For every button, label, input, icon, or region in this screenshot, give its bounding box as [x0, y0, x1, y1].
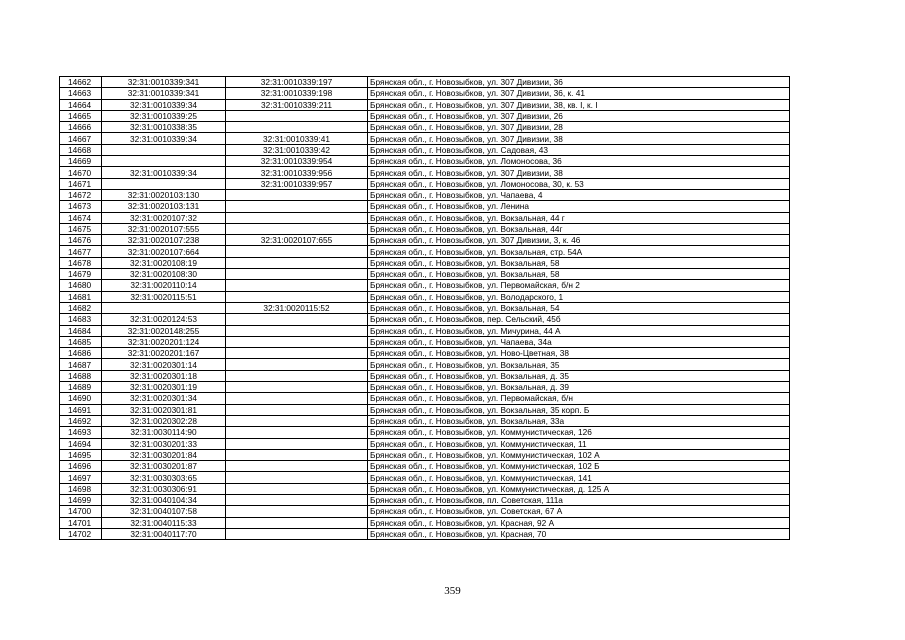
address-cell: Брянская обл., г. Новозыбков, ул. Вокзальная, 44 г	[368, 212, 790, 223]
object-number-cell	[226, 382, 368, 393]
address-cell: Брянская обл., г. Новозыбков, ул. 307 Дивизии, 36	[368, 77, 790, 88]
table-row	[60, 359, 790, 370]
object-number-cell	[226, 483, 368, 494]
row-number-cell: 14694	[60, 438, 102, 449]
parcel-number-cell: 32:31:0020110:14	[102, 280, 226, 291]
parcel-number-cell: 32:31:0040107:58	[102, 506, 226, 517]
object-number-cell	[226, 257, 368, 268]
object-number-cell	[226, 506, 368, 517]
address-cell: Брянская обл., г. Новозыбков, ул. Коммунистическая, 11	[368, 438, 790, 449]
object-number-cell: 32:31:0010339:954	[226, 156, 368, 167]
address-cell: Брянская обл., г. Новозыбков, пер. Сельский, 45б	[368, 314, 790, 325]
row-number-cell: 14679	[60, 269, 102, 280]
row-number-cell: 14667	[60, 133, 102, 144]
object-number-cell	[226, 122, 368, 133]
row-number-cell: 14680	[60, 280, 102, 291]
object-number-cell	[226, 110, 368, 121]
row-number-cell: 14671	[60, 178, 102, 189]
row-number-cell: 14688	[60, 370, 102, 381]
parcel-number-cell: 32:31:0020115:51	[102, 291, 226, 302]
address-cell: Брянская обл., г. Новозыбков, ул. Ново-Цветная, 38	[368, 348, 790, 359]
address-cell: Брянская обл., г. Новозыбков, ул. Первомайская, б/н	[368, 393, 790, 404]
row-number-cell: 14699	[60, 494, 102, 505]
address-cell: Брянская обл., г. Новозыбков, ул. 307 Дивизии, 28	[368, 122, 790, 133]
object-number-cell: 32:31:0010339:211	[226, 99, 368, 110]
object-number-cell	[226, 461, 368, 472]
row-number-cell: 14687	[60, 359, 102, 370]
object-number-cell: 32:31:0010339:957	[226, 178, 368, 189]
object-number-cell	[226, 348, 368, 359]
row-number-cell: 14693	[60, 427, 102, 438]
object-number-cell	[226, 438, 368, 449]
row-number-cell: 14697	[60, 472, 102, 483]
table-row	[60, 336, 790, 347]
object-number-cell	[226, 246, 368, 257]
address-cell: Брянская обл., г. Новозыбков, ул. 307 Дивизии, 36, к. 41	[368, 88, 790, 99]
parcel-number-cell: 32:31:0020108:30	[102, 269, 226, 280]
row-number-cell: 14686	[60, 348, 102, 359]
address-cell: Брянская обл., г. Новозыбков, ул. 307 Дивизии, 38, кв. I, к. I	[368, 99, 790, 110]
address-cell: Брянская обл., г. Новозыбков, ул. Первомайская, б/н 2	[368, 280, 790, 291]
object-number-cell: 32:31:0010339:197	[226, 77, 368, 88]
object-number-cell: 32:31:0020115:52	[226, 302, 368, 313]
address-cell: Брянская обл., г. Новозыбков, ул. Коммунистическая, д. 125 А	[368, 483, 790, 494]
row-number-cell: 14698	[60, 483, 102, 494]
parcel-number-cell: 32:31:0020107:664	[102, 246, 226, 257]
table-row	[60, 461, 790, 472]
table-row	[60, 494, 790, 505]
table-row	[60, 280, 790, 291]
address-cell: Брянская обл., г. Новозыбков, ул. Советская, 67 А	[368, 506, 790, 517]
row-number-cell: 14669	[60, 156, 102, 167]
table-row	[60, 438, 790, 449]
parcel-number-cell: 32:31:0010339:341	[102, 77, 226, 88]
table-row	[60, 314, 790, 325]
parcel-number-cell: 32:31:0020103:131	[102, 201, 226, 212]
object-number-cell	[226, 201, 368, 212]
table-row	[60, 427, 790, 438]
table-row	[60, 449, 790, 460]
address-cell: Брянская обл., г. Новозыбков, ул. Чапаева, 34а	[368, 336, 790, 347]
table-row	[60, 257, 790, 268]
row-number-cell: 14665	[60, 110, 102, 121]
table-row	[60, 189, 790, 200]
object-number-cell	[226, 494, 368, 505]
table-row	[60, 370, 790, 381]
parcel-number-cell: 32:31:0040115:33	[102, 517, 226, 528]
row-number-cell: 14668	[60, 144, 102, 155]
parcel-number-cell: 32:31:0020302:28	[102, 415, 226, 426]
address-cell: Брянская обл., г. Новозыбков, ул. Вокзальная, д. 35	[368, 370, 790, 381]
table-row	[60, 110, 790, 121]
row-number-cell: 14674	[60, 212, 102, 223]
table-row	[60, 348, 790, 359]
address-cell: Брянская обл., г. Новозыбков, ул. Красная, 92 А	[368, 517, 790, 528]
object-number-cell	[226, 472, 368, 483]
table-row	[60, 393, 790, 404]
parcel-number-cell	[102, 156, 226, 167]
table-row	[60, 88, 790, 99]
parcel-number-cell: 32:31:0030201:33	[102, 438, 226, 449]
address-cell: Брянская обл., г. Новозыбков, ул. 307 Дивизии, 26	[368, 110, 790, 121]
address-cell: Брянская обл., г. Новозыбков, ул. Мичурина, 44 А	[368, 325, 790, 336]
address-cell: Брянская обл., г. Новозыбков, ул. Володарского, 1	[368, 291, 790, 302]
row-number-cell: 14670	[60, 167, 102, 178]
parcel-number-cell	[102, 302, 226, 313]
table-row	[60, 235, 790, 246]
parcel-number-cell: 32:31:0030306:91	[102, 483, 226, 494]
object-number-cell	[226, 291, 368, 302]
parcel-number-cell: 32:31:0040104:34	[102, 494, 226, 505]
object-number-cell: 32:31:0020107:655	[226, 235, 368, 246]
address-cell: Брянская обл., г. Новозыбков, ул. Коммунистическая, 102 А	[368, 449, 790, 460]
table-row	[60, 506, 790, 517]
row-number-cell: 14677	[60, 246, 102, 257]
object-number-cell	[226, 212, 368, 223]
table-row	[60, 528, 790, 539]
address-cell: Брянская обл., г. Новозыбков, ул. Вокзальная, 58	[368, 257, 790, 268]
table-row	[60, 415, 790, 426]
table-row	[60, 178, 790, 189]
parcel-number-cell: 32:31:0020301:81	[102, 404, 226, 415]
object-number-cell	[226, 393, 368, 404]
parcel-number-cell: 32:31:0020108:19	[102, 257, 226, 268]
parcel-number-cell: 32:31:0030303:65	[102, 472, 226, 483]
row-number-cell: 14700	[60, 506, 102, 517]
address-cell: Брянская обл., г. Новозыбков, ул. Садовая, 43	[368, 144, 790, 155]
address-cell: Брянская обл., г. Новозыбков, ул. Коммунистическая, 141	[368, 472, 790, 483]
address-cell: Брянская обл., г. Новозыбков, ул. Вокзальная, 58	[368, 269, 790, 280]
parcel-number-cell: 32:31:0020201:124	[102, 336, 226, 347]
object-number-cell	[226, 189, 368, 200]
parcel-number-cell: 32:31:0020301:34	[102, 393, 226, 404]
table-row	[60, 156, 790, 167]
row-number-cell: 14685	[60, 336, 102, 347]
object-number-cell	[226, 517, 368, 528]
row-number-cell: 14695	[60, 449, 102, 460]
row-number-cell: 14681	[60, 291, 102, 302]
address-cell: Брянская обл., г. Новозыбков, ул. 307 Дивизии, 38	[368, 133, 790, 144]
object-number-cell: 32:31:0010339:41	[226, 133, 368, 144]
parcel-number-cell: 32:31:0020148:255	[102, 325, 226, 336]
object-number-cell	[226, 280, 368, 291]
parcel-number-cell: 32:31:0020201:167	[102, 348, 226, 359]
parcel-number-cell: 32:31:0010339:25	[102, 110, 226, 121]
table-row	[60, 325, 790, 336]
parcel-number-cell: 32:31:0010339:34	[102, 133, 226, 144]
row-number-cell: 14673	[60, 201, 102, 212]
table-row	[60, 223, 790, 234]
address-cell: Брянская обл., г. Новозыбков, ул. Красная, 70	[368, 528, 790, 539]
row-number-cell: 14666	[60, 122, 102, 133]
table-row	[60, 404, 790, 415]
object-number-cell	[226, 223, 368, 234]
table-row	[60, 472, 790, 483]
object-number-cell	[226, 314, 368, 325]
table-row	[60, 269, 790, 280]
object-number-cell: 32:31:0010339:42	[226, 144, 368, 155]
address-cell: Брянская обл., г. Новозыбков, пл. Советская, 111а	[368, 494, 790, 505]
address-cell: Брянская обл., г. Новозыбков, ул. Вокзальная, 44г	[368, 223, 790, 234]
address-cell: Брянская обл., г. Новозыбков, ул. Вокзальная, д. 39	[368, 382, 790, 393]
address-cell: Брянская обл., г. Новозыбков, ул. Чапаева, 4	[368, 189, 790, 200]
table-row	[60, 382, 790, 393]
row-number-cell: 14675	[60, 223, 102, 234]
row-number-cell: 14678	[60, 257, 102, 268]
object-number-cell	[226, 415, 368, 426]
register-table	[59, 76, 790, 540]
table-row	[60, 133, 790, 144]
row-number-cell: 14662	[60, 77, 102, 88]
address-cell: Брянская обл., г. Новозыбков, ул. Ленина	[368, 201, 790, 212]
address-cell: Брянская обл., г. Новозыбков, ул. Вокзальная, стр. 54А	[368, 246, 790, 257]
object-number-cell	[226, 528, 368, 539]
row-number-cell: 14664	[60, 99, 102, 110]
object-number-cell	[226, 370, 368, 381]
row-number-cell: 14684	[60, 325, 102, 336]
parcel-number-cell: 32:31:0020301:19	[102, 382, 226, 393]
object-number-cell	[226, 269, 368, 280]
address-cell: Брянская обл., г. Новозыбков, ул. Коммунистическая, 126	[368, 427, 790, 438]
address-cell: Брянская обл., г. Новозыбков, ул. Вокзальная, 35	[368, 359, 790, 370]
row-number-cell: 14702	[60, 528, 102, 539]
register-table-body	[60, 77, 790, 540]
row-number-cell: 14696	[60, 461, 102, 472]
row-number-cell: 14676	[60, 235, 102, 246]
parcel-number-cell	[102, 144, 226, 155]
row-number-cell: 14682	[60, 302, 102, 313]
table-row	[60, 99, 790, 110]
address-cell: Брянская обл., г. Новозыбков, ул. Коммунистическая, 102 Б	[368, 461, 790, 472]
table-row	[60, 122, 790, 133]
parcel-number-cell: 32:31:0010338:35	[102, 122, 226, 133]
table-row	[60, 201, 790, 212]
parcel-number-cell: 32:31:0030201:84	[102, 449, 226, 460]
parcel-number-cell: 32:31:0010339:34	[102, 99, 226, 110]
parcel-number-cell: 32:31:0020124:53	[102, 314, 226, 325]
parcel-number-cell: 32:31:0020301:18	[102, 370, 226, 381]
parcel-number-cell: 32:31:0030114:90	[102, 427, 226, 438]
object-number-cell	[226, 336, 368, 347]
row-number-cell: 14683	[60, 314, 102, 325]
parcel-number-cell: 32:31:0040117:70	[102, 528, 226, 539]
parcel-number-cell: 32:31:0020301:14	[102, 359, 226, 370]
parcel-number-cell: 32:31:0010339:34	[102, 167, 226, 178]
parcel-number-cell: 32:31:0020107:555	[102, 223, 226, 234]
parcel-number-cell: 32:31:0030201:87	[102, 461, 226, 472]
row-number-cell: 14691	[60, 404, 102, 415]
parcel-number-cell	[102, 178, 226, 189]
parcel-number-cell: 32:31:0020107:238	[102, 235, 226, 246]
address-cell: Брянская обл., г. Новозыбков, ул. Ломоносова, 30, к. 53	[368, 178, 790, 189]
table-row	[60, 302, 790, 313]
address-cell: Брянская обл., г. Новозыбков, ул. Ломоносова, 36	[368, 156, 790, 167]
table-row	[60, 246, 790, 257]
address-cell: Брянская обл., г. Новозыбков, ул. 307 Дивизии, 3, к. 46	[368, 235, 790, 246]
row-number-cell: 14663	[60, 88, 102, 99]
object-number-cell: 32:31:0010339:956	[226, 167, 368, 178]
row-number-cell: 14690	[60, 393, 102, 404]
parcel-number-cell: 32:31:0020103:130	[102, 189, 226, 200]
object-number-cell: 32:31:0010339:198	[226, 88, 368, 99]
address-cell: Брянская обл., г. Новозыбков, ул. Вокзальная, 54	[368, 302, 790, 313]
object-number-cell	[226, 359, 368, 370]
table-row	[60, 167, 790, 178]
parcel-number-cell: 32:31:0020107:32	[102, 212, 226, 223]
object-number-cell	[226, 325, 368, 336]
row-number-cell: 14692	[60, 415, 102, 426]
row-number-cell: 14701	[60, 517, 102, 528]
address-cell: Брянская обл., г. Новозыбков, ул. Вокзальная, 33а	[368, 415, 790, 426]
row-number-cell: 14689	[60, 382, 102, 393]
page-number: 359	[444, 585, 461, 597]
object-number-cell	[226, 449, 368, 460]
object-number-cell	[226, 404, 368, 415]
table-row	[60, 212, 790, 223]
row-number-cell: 14672	[60, 189, 102, 200]
object-number-cell	[226, 427, 368, 438]
address-cell: Брянская обл., г. Новозыбков, ул. 307 Дивизии, 38	[368, 167, 790, 178]
table-row	[60, 517, 790, 528]
table-row	[60, 77, 790, 88]
table-row	[60, 144, 790, 155]
parcel-number-cell: 32:31:0010339:341	[102, 88, 226, 99]
table-row	[60, 291, 790, 302]
table-row	[60, 483, 790, 494]
address-cell: Брянская обл., г. Новозыбков, ул. Вокзальная, 35 корп. Б	[368, 404, 790, 415]
